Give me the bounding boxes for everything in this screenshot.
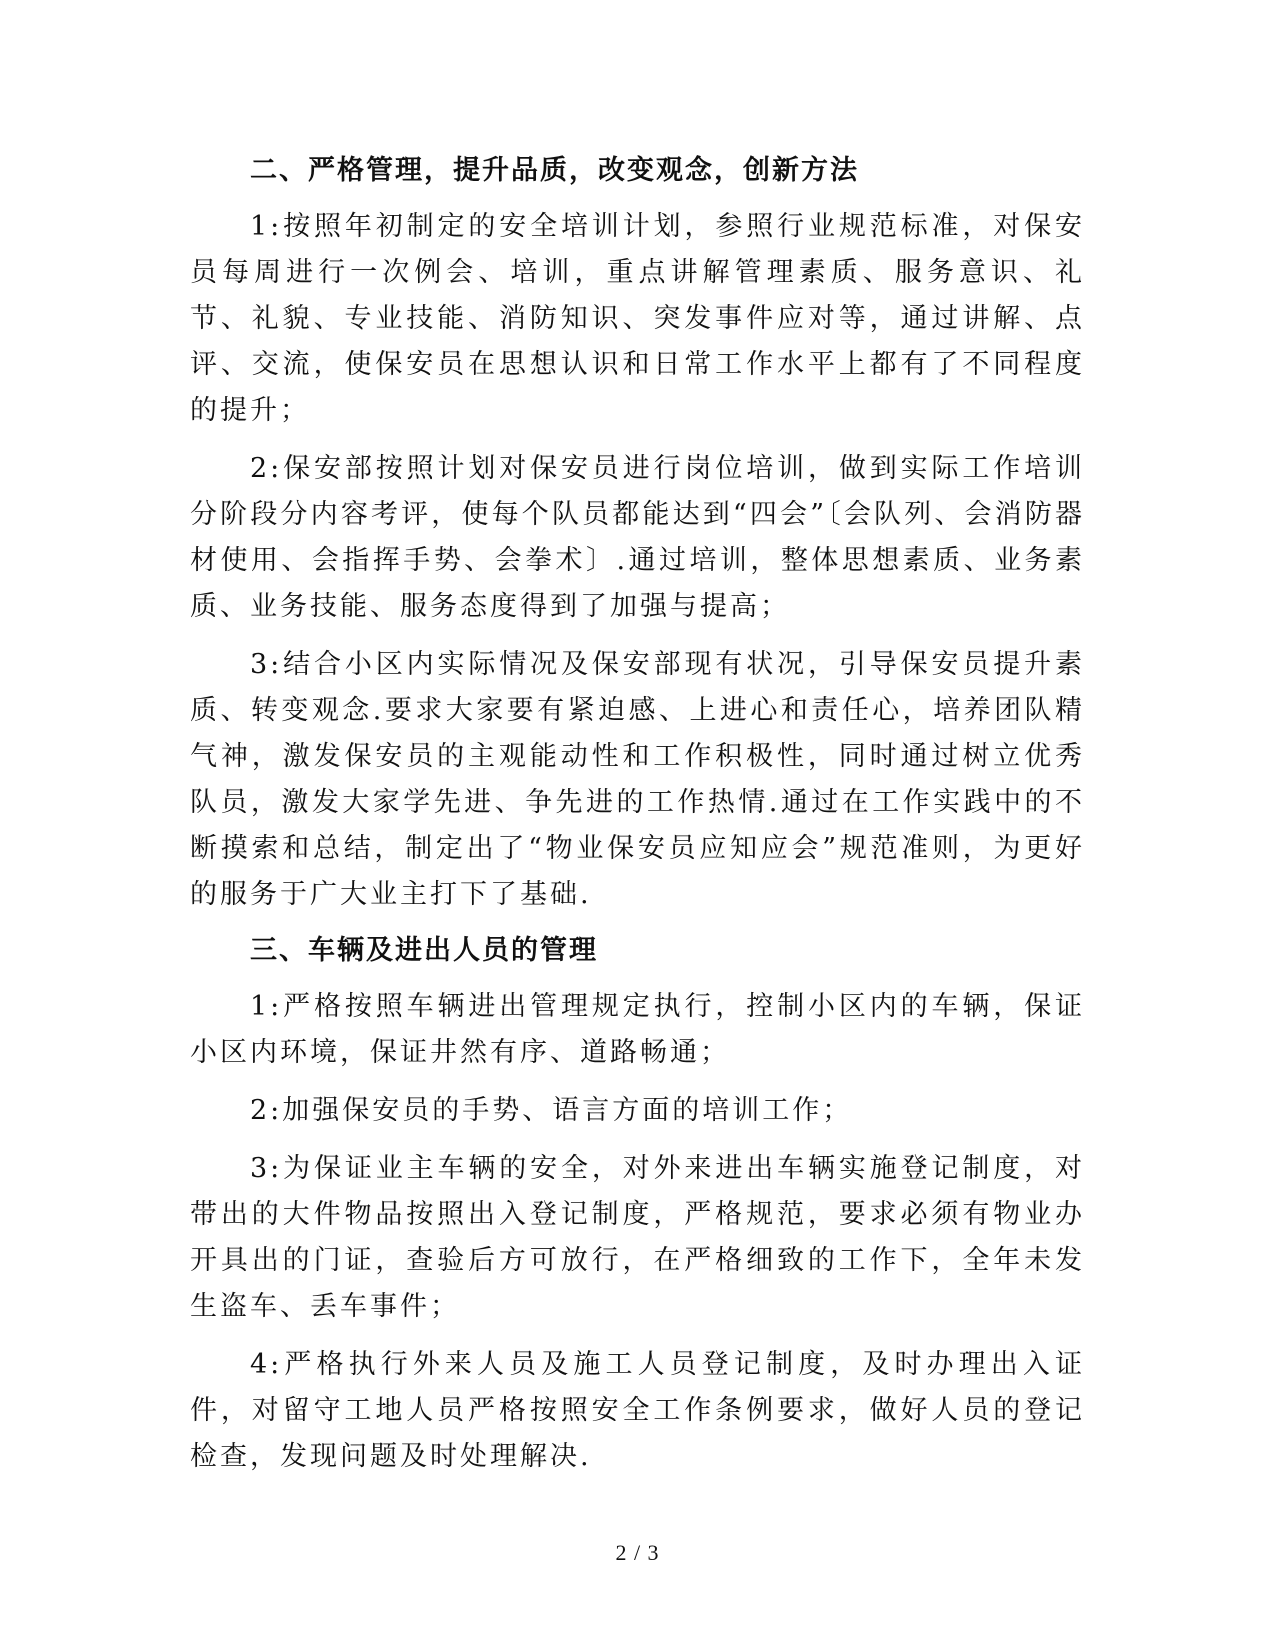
paragraph-vehicle-registration: 3:为保证业主车辆的安全，对外来进出车辆实施登记制度，对带出的大件物品按照出入登记制度，严格规范，要求必须有物业办开具出的门证，查验后方可放行，在严格细致的工作下，全年未发生盗车、丢车事件； (190, 1153, 1085, 1322)
paragraph-gesture-training: 2:加强保安员的手势、语言方面的培训工作； (250, 1095, 853, 1126)
section-heading-vehicle-management: 三、车辆及进出人员的管理 (250, 935, 598, 966)
spacer (190, 1076, 1085, 1088)
spacer (190, 194, 1085, 204)
spacer (190, 630, 1085, 642)
paragraph-vehicle-control: 1:严格按照车辆进出管理规定执行，控制小区内的车辆，保证小区内环境，保证井然有序、道路畅通； (190, 991, 1085, 1068)
spacer (190, 1330, 1085, 1342)
section-heading-management: 二、严格管理，提升品质，改变观念，创新方法 (250, 155, 859, 186)
spacer (190, 1134, 1085, 1146)
paragraph-training-plan: 1:按照年初制定的安全培训计划，参照行业规范标准，对保安员每周进行一次例会、培训，重点讲解管理素质、服务意识、礼节、礼貌、专业技能、消防知识、突发事件应对等，通过讲解、点评、交流，使保安员在思想认识和日常工作水平上都有了不同程度的提升； (190, 211, 1085, 426)
paragraph-quality-improvement: 3:结合小区内实际情况及保安部现有状况，引导保安员提升素质、转变观念.要求大家要有紧迫感、上进心和责任心，培养团队精气神，激发保安员的主观能动性和工作积极性，同时通过树立优秀队员，激发大家学先进、争先进的工作热情.通过在工作实践中的不断摸索和总结，制定出了“物业保安员应知应会”规范准则，为更好的服务于广大业主打下了基础. (190, 649, 1085, 910)
page-content (190, 148, 1085, 1480)
paragraph-position-training: 2:保安部按照计划对保安员进行岗位培训，做到实际工作培训分阶段分内容考评，使每个队员都能达到“四会”〔会队列、会消防器材使用、会指挥手势、会拳术〕.通过培训，整体思想素质、业务素质、业务技能、服务态度得到了加强与提高； (190, 453, 1085, 622)
page-number: 2 / 3 (615, 1540, 660, 1565)
paragraph-visitor-registration: 4:严格执行外来人员及施工人员登记制度，及时办理出入证件，对留守工地人员严格按照安全工作条例要求，做好人员的登记检查，发现问题及时处理解决. (190, 1349, 1085, 1472)
spacer (190, 974, 1085, 984)
spacer (190, 918, 1085, 928)
spacer (190, 434, 1085, 446)
